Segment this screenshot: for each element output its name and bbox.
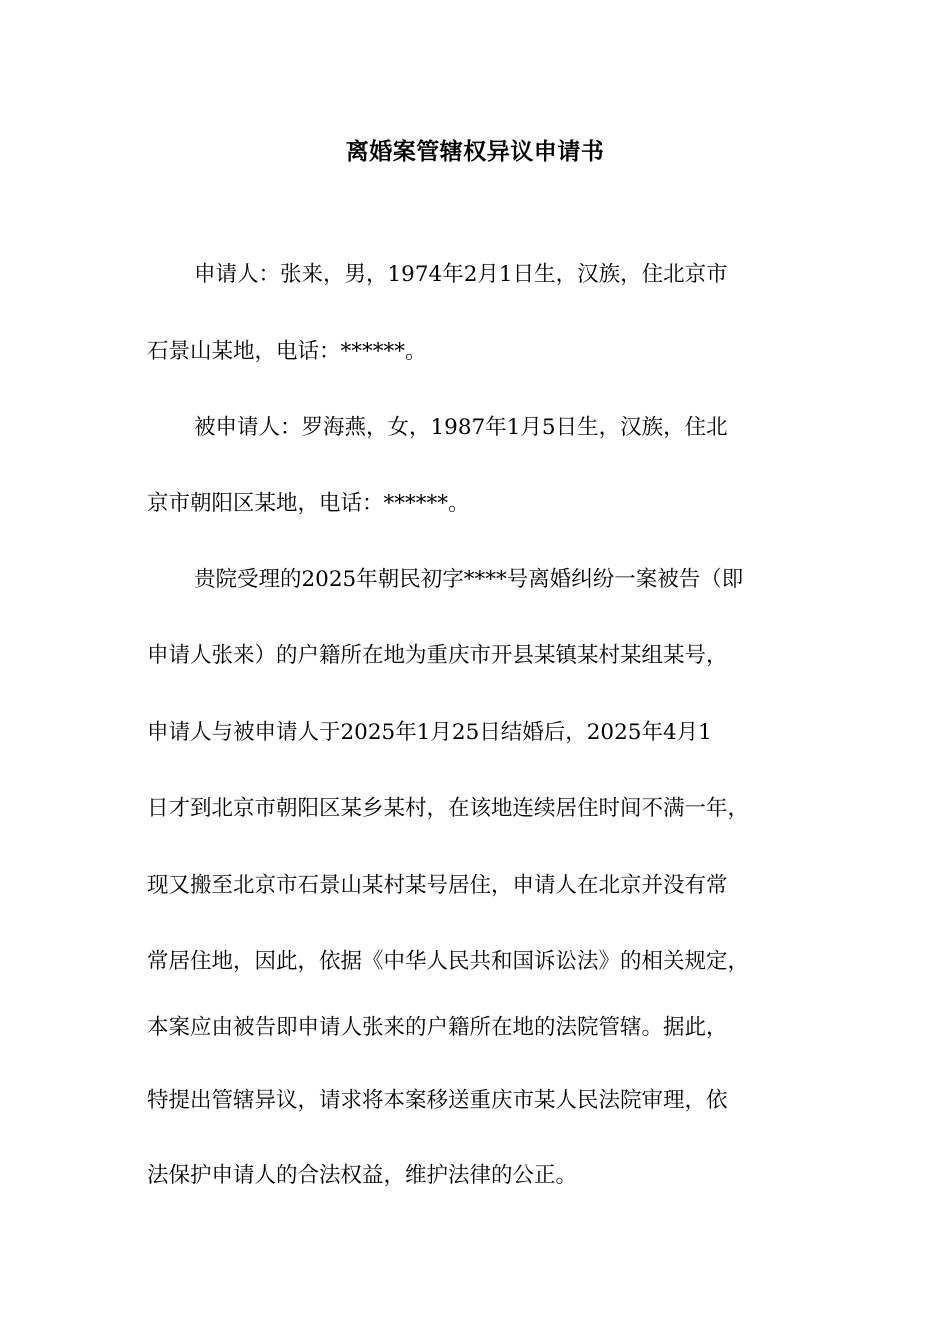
applicant-line-2: 石景山某地，电话：******。 xyxy=(147,339,427,364)
body-line-1: 贵院受理的2025年朝民初字****号离婚纠纷一案被告（即 xyxy=(194,567,744,592)
body-line-6: 常居住地，因此，依据《中华人民共和国诉讼法》的相关规定， xyxy=(147,949,750,974)
body-line-5: 现又搬至北京市石景山某村某号居住，申请人在北京并没有常 xyxy=(147,873,728,898)
respondent-line-2: 京市朝阳区某地，电话：******。 xyxy=(147,491,470,516)
body-line-9: 法保护申请人的合法权益，维护法律的公正。 xyxy=(147,1163,578,1188)
respondent-line-1: 被申请人：罗海燕，女，1987年1月5日生，汉族，住北 xyxy=(194,415,728,440)
document-title: 离婚案管辖权异议申请书 xyxy=(345,138,605,165)
body-line-2: 申请人张来）的户籍所在地为重庆市开县某镇某村某组某号， xyxy=(147,643,728,668)
body-line-3: 申请人与被申请人于2025年1月25日结婚后，2025年4月1 xyxy=(147,720,712,745)
body-line-4: 日才到北京市朝阳区某乡某村，在该地连续居住时间不满一年， xyxy=(147,796,750,821)
applicant-line-1: 申请人：张来，男，1974年2月1日生，汉族，住北京市 xyxy=(194,262,728,287)
body-line-8: 特提出管辖异议，请求将本案移送重庆市某人民法院审理，依 xyxy=(147,1088,728,1113)
body-line-7: 本案应由被告即申请人张来的户籍所在地的法院管辖。据此， xyxy=(147,1015,728,1040)
